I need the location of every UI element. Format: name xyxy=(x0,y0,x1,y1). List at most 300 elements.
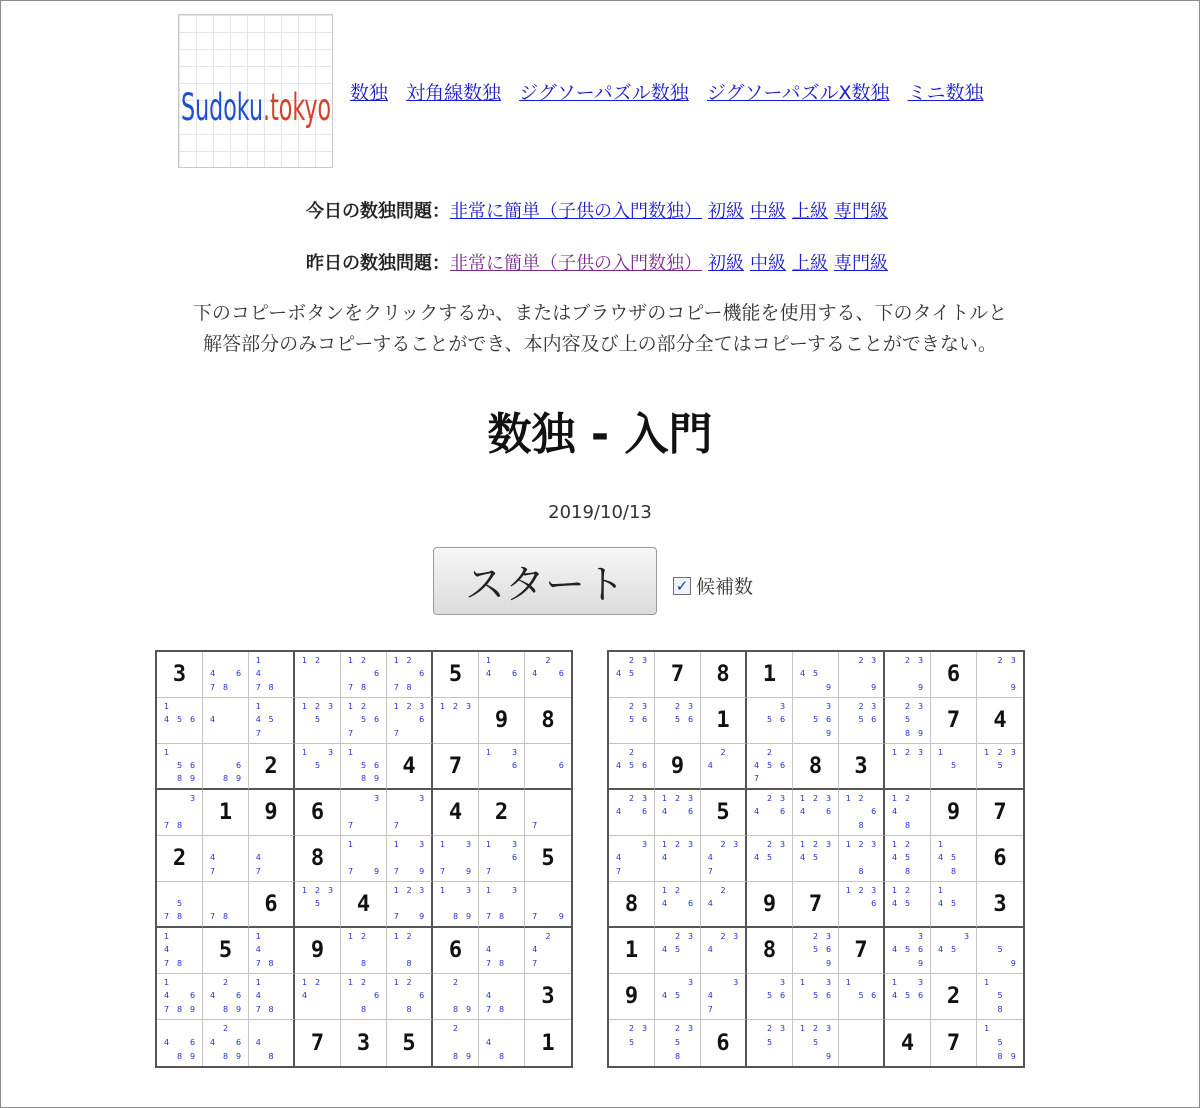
sudoku-cell[interactable] xyxy=(249,928,295,974)
sudoku-cell[interactable] xyxy=(387,928,433,974)
sudoku-cell[interactable] xyxy=(295,744,341,790)
sudoku-cell[interactable] xyxy=(203,698,249,744)
candidate-notes: 2 4 xyxy=(707,747,726,770)
given-digit: 5 xyxy=(716,800,730,825)
candidate-notes: 2 3 4 5 xyxy=(753,839,786,863)
given-digit: 2 xyxy=(264,753,278,779)
yesterday-link-very-easy[interactable]: 非常に簡単（子供の入門数独） xyxy=(450,253,702,274)
candidate-notes: 4 8 xyxy=(255,1038,274,1061)
sudoku-board-puzzle xyxy=(155,650,573,1068)
given-digit: 9 xyxy=(310,938,325,963)
sudoku-cell[interactable] xyxy=(609,698,655,744)
candidate-notes: 2 4 xyxy=(707,885,726,908)
given-digit: 7 xyxy=(854,938,868,963)
sudoku-cell[interactable] xyxy=(157,882,203,928)
candidate-notes: 1 4 5 xyxy=(937,885,957,908)
sudoku-cell[interactable] xyxy=(433,744,479,790)
sudoku-cell[interactable] xyxy=(747,790,793,836)
nav-link-diagonal-sudoku[interactable]: 対角線数独 xyxy=(406,82,502,104)
candidates-checkbox[interactable]: ✓ xyxy=(673,577,691,595)
candidate-notes: 1 3 7 8 xyxy=(485,885,518,922)
sudoku-cell[interactable] xyxy=(747,928,793,974)
candidate-notes: 2 3 9 xyxy=(904,655,924,693)
yesterday-link-beginner[interactable]: 初級 xyxy=(708,253,744,274)
sudoku-cell[interactable] xyxy=(839,836,885,882)
sudoku-cell[interactable] xyxy=(295,652,341,698)
given-digit: 2 xyxy=(494,800,509,825)
sudoku-cell[interactable] xyxy=(249,790,295,836)
sudoku-cell[interactable] xyxy=(479,652,525,698)
sudoku-cell[interactable] xyxy=(793,698,839,744)
sudoku-cell[interactable] xyxy=(249,744,295,790)
candidate-notes: 1 5 xyxy=(937,747,957,770)
sudoku-cell[interactable] xyxy=(747,698,793,744)
sudoku-cell[interactable] xyxy=(609,974,655,1020)
candidate-notes: 4 6 7 8 xyxy=(209,669,242,693)
sudoku-cell[interactable] xyxy=(609,790,655,836)
candidate-notes: 7 xyxy=(532,821,538,831)
candidate-notes: 2 3 5 8 xyxy=(674,1024,694,1061)
sudoku-cell[interactable] xyxy=(387,744,433,790)
candidate-notes: 5 9 xyxy=(997,945,1016,969)
sudoku-cell[interactable] xyxy=(793,974,839,1020)
yesterday-link-intermediate[interactable]: 中級 xyxy=(750,253,786,274)
sudoku-cell[interactable] xyxy=(157,790,203,836)
sudoku-cell[interactable] xyxy=(157,744,203,790)
sudoku-cell[interactable] xyxy=(839,790,885,836)
given-digit: 1 xyxy=(762,662,777,687)
sudoku-cell[interactable] xyxy=(525,652,571,698)
candidate-notes: 2 3 5 xyxy=(628,1024,648,1047)
sudoku-cell[interactable] xyxy=(793,882,839,928)
given-digit: 5 xyxy=(448,662,463,687)
sudoku-cell[interactable] xyxy=(479,882,525,928)
candidate-notes: 1 2 4 8 xyxy=(891,793,911,831)
candidate-notes: 1 4 6 7 8 9 xyxy=(163,977,196,1015)
yesterday-label: 昨日の数独問題： xyxy=(306,253,450,274)
candidate-notes: 1 3 5 xyxy=(301,747,334,770)
sudoku-cell[interactable] xyxy=(341,928,387,974)
given-digit: 6 xyxy=(310,800,325,825)
sudoku-cell[interactable] xyxy=(157,928,203,974)
sudoku-cell[interactable] xyxy=(885,882,931,928)
sudoku-cell[interactable] xyxy=(249,974,295,1020)
sudoku-cell[interactable] xyxy=(525,1020,571,1066)
sudoku-cell[interactable] xyxy=(793,744,839,790)
sudoku-cell[interactable] xyxy=(747,882,793,928)
sudoku-cell[interactable] xyxy=(525,974,571,1020)
sudoku-cell[interactable] xyxy=(931,790,977,836)
candidate-notes: 3 7 xyxy=(347,793,380,831)
sudoku-cell[interactable] xyxy=(609,836,655,882)
sudoku-cell[interactable] xyxy=(295,974,341,1020)
candidate-notes: 1 2 6 8 xyxy=(845,793,877,831)
sudoku-cell[interactable] xyxy=(885,790,931,836)
sudoku-cell[interactable] xyxy=(387,652,433,698)
candidate-notes: 3 5 6 xyxy=(766,701,786,725)
sudoku-cell[interactable] xyxy=(387,974,433,1020)
given-digit: 7 xyxy=(670,662,685,687)
sudoku-cell[interactable] xyxy=(609,744,655,790)
sudoku-cell[interactable] xyxy=(977,974,1023,1020)
candidate-notes: 2 4 6 xyxy=(532,655,564,679)
today-link-beginner[interactable]: 初級 xyxy=(708,201,744,222)
candidate-notes: 1 3 7 9 xyxy=(439,839,472,877)
candidate-notes: 1 3 5 6 xyxy=(799,977,832,1001)
given-digit: 3 xyxy=(993,891,1007,917)
sudoku-cell[interactable] xyxy=(885,698,931,744)
sudoku-cell[interactable] xyxy=(747,652,793,698)
sudoku-cell[interactable] xyxy=(655,744,701,790)
sudoku-cell[interactable] xyxy=(655,882,701,928)
sudoku-cell[interactable] xyxy=(839,652,885,698)
candidate-notes: 1 2 xyxy=(301,655,321,665)
sudoku-cell[interactable] xyxy=(977,652,1023,698)
sudoku-cell[interactable] xyxy=(655,1020,701,1066)
sudoku-cell[interactable] xyxy=(433,698,479,744)
sudoku-cell[interactable] xyxy=(609,1020,655,1066)
sudoku-cell[interactable] xyxy=(655,974,701,1020)
sudoku-cell[interactable] xyxy=(977,698,1023,744)
candidate-notes: 1 2 4 5 8 xyxy=(891,839,911,877)
sudoku-cell[interactable] xyxy=(433,790,479,836)
sudoku-cell[interactable] xyxy=(387,790,433,836)
sudoku-cell[interactable] xyxy=(157,974,203,1020)
today-label: 今日の数独問題： xyxy=(306,201,450,222)
candidate-notes: 2 4 5 6 7 xyxy=(753,747,786,784)
sudoku-cell[interactable] xyxy=(433,974,479,1020)
nav-link-sudoku[interactable]: 数独 xyxy=(350,82,389,104)
nav-link-jigsaw-sudoku[interactable]: ジグソーパズル数独 xyxy=(519,82,689,104)
sudoku-cell[interactable] xyxy=(977,928,1023,974)
svg-text:Sudoku.tokyo: Sudoku.tokyo xyxy=(181,85,332,130)
sudoku-cell[interactable] xyxy=(839,744,885,790)
sudoku-cell[interactable] xyxy=(157,652,203,698)
candidates-label: 候補数 xyxy=(696,576,754,598)
today-link-intermediate[interactable]: 中級 xyxy=(750,201,786,222)
sudoku-cell[interactable] xyxy=(977,882,1023,928)
sudoku-cell[interactable] xyxy=(341,974,387,1020)
sudoku-cell[interactable] xyxy=(701,836,747,882)
given-digit: 5 xyxy=(218,938,233,963)
candidates-toggle[interactable] xyxy=(673,572,753,599)
sudoku-cell[interactable] xyxy=(433,836,479,882)
sudoku-board-candidates xyxy=(607,650,1025,1068)
candidate-notes: 2 3 9 xyxy=(997,655,1016,693)
given-digit: 8 xyxy=(762,938,777,963)
sudoku-cell[interactable] xyxy=(793,928,839,974)
candidate-notes: 1 2 3 5 xyxy=(301,885,334,908)
sudoku-cell[interactable] xyxy=(793,652,839,698)
sudoku-cell[interactable] xyxy=(977,1020,1023,1066)
sudoku-cell[interactable] xyxy=(479,744,525,790)
sudoku-cell[interactable] xyxy=(203,744,249,790)
sudoku-cell[interactable] xyxy=(341,652,387,698)
sudoku-cell[interactable] xyxy=(249,882,295,928)
sudoku-cell[interactable] xyxy=(387,882,433,928)
candidate-notes: 1 2 4 5 xyxy=(891,885,911,908)
candidate-notes: 1 2 6 8 xyxy=(393,977,425,1015)
candidate-notes: 2 4 6 8 9 xyxy=(209,1024,242,1061)
sudoku-cell[interactable] xyxy=(203,974,249,1020)
candidate-notes: 3 4 7 xyxy=(707,977,739,1015)
sudoku-cell[interactable] xyxy=(479,928,525,974)
sudoku-cell[interactable] xyxy=(885,974,931,1020)
candidate-notes: 1 2 3 4 xyxy=(661,839,694,863)
sudoku-cell[interactable] xyxy=(525,928,571,974)
sudoku-cell[interactable] xyxy=(341,882,387,928)
nav-link-jigsaw-x-sudoku[interactable]: ジグソーパズルX数独 xyxy=(706,82,890,104)
sudoku-cell[interactable] xyxy=(793,836,839,882)
sudoku-cell[interactable] xyxy=(839,974,885,1020)
sudoku-cell[interactable] xyxy=(203,652,249,698)
sudoku-cell[interactable] xyxy=(701,974,747,1020)
today-link-expert[interactable]: 専門級 xyxy=(834,201,888,222)
candidate-notes: 1 4 7 8 xyxy=(163,931,183,969)
given-digit: 6 xyxy=(946,662,961,687)
given-digit: 8 xyxy=(541,708,555,733)
given-digit: 9 xyxy=(670,753,685,779)
sudoku-cell[interactable] xyxy=(387,698,433,744)
sudoku-cell[interactable] xyxy=(479,974,525,1020)
sudoku-cell[interactable] xyxy=(341,698,387,744)
sudoku-cell[interactable] xyxy=(295,698,341,744)
sudoku-cell[interactable] xyxy=(701,790,747,836)
sudoku-cell[interactable] xyxy=(249,836,295,882)
sudoku-cell[interactable] xyxy=(479,790,525,836)
sudoku-cell[interactable] xyxy=(341,836,387,882)
sudoku-cell[interactable] xyxy=(839,882,885,928)
sudoku-cell[interactable] xyxy=(479,836,525,882)
sudoku-cell[interactable] xyxy=(609,928,655,974)
candidate-notes: 4 5 9 xyxy=(799,669,832,693)
given-digit: 1 xyxy=(541,1030,555,1056)
candidate-notes: 1 2 3 5 9 xyxy=(799,1024,832,1061)
sudoku-cell[interactable] xyxy=(931,744,977,790)
candidate-notes: 4 xyxy=(209,715,216,725)
sudoku-cell[interactable] xyxy=(525,836,571,882)
sudoku-cell[interactable] xyxy=(479,1020,525,1066)
sudoku-cell[interactable] xyxy=(433,928,479,974)
sudoku-cell[interactable] xyxy=(295,836,341,882)
sudoku-cell[interactable] xyxy=(931,836,977,882)
start-button[interactable]: スタート xyxy=(433,547,657,615)
sudoku-cell[interactable] xyxy=(655,790,701,836)
candidate-notes: 1 3 6 xyxy=(485,747,518,770)
sudoku-cell[interactable] xyxy=(747,836,793,882)
sudoku-cell[interactable] xyxy=(295,790,341,836)
sudoku-cell[interactable] xyxy=(885,1020,931,1066)
sudoku-cell[interactable] xyxy=(793,790,839,836)
candidate-notes: 1 5 8 xyxy=(984,977,1003,1015)
sudoku-cell[interactable] xyxy=(295,928,341,974)
candidate-notes: 1 2 3 xyxy=(891,747,924,757)
sudoku-cell[interactable] xyxy=(931,652,977,698)
candidate-notes: 1 2 4 6 xyxy=(661,885,694,908)
sudoku-cell[interactable] xyxy=(839,1020,885,1066)
sudoku-cell[interactable] xyxy=(203,1020,249,1066)
candidate-notes: 1 2 3 7 9 xyxy=(393,885,425,922)
sudoku-cell[interactable] xyxy=(977,790,1023,836)
candidate-notes: 3 4 5 xyxy=(937,931,970,955)
sudoku-cell[interactable] xyxy=(931,1020,977,1066)
sudoku-cell[interactable] xyxy=(387,836,433,882)
sudoku-cell[interactable] xyxy=(525,790,571,836)
sudoku-cell[interactable] xyxy=(203,882,249,928)
sudoku-cell[interactable] xyxy=(203,928,249,974)
today-link-advanced[interactable]: 上級 xyxy=(792,201,828,222)
given-digit: 9 xyxy=(946,800,961,825)
candidate-notes: 2 4 5 6 xyxy=(615,747,648,770)
given-digit: 7 xyxy=(946,1030,961,1056)
candidate-notes: 2 4 6 8 9 xyxy=(209,977,242,1015)
candidate-notes: 1 5 6 8 9 xyxy=(347,747,380,784)
given-digit: 1 xyxy=(624,938,639,963)
candidate-notes: 3 4 5 xyxy=(661,977,694,1001)
sudoku-cell[interactable] xyxy=(977,836,1023,882)
given-digit: 4 xyxy=(993,708,1007,733)
sudoku-cell[interactable] xyxy=(525,882,571,928)
given-digit: 7 xyxy=(310,1030,325,1056)
sudoku-cell[interactable] xyxy=(609,882,655,928)
given-digit: 6 xyxy=(993,846,1007,871)
sudoku-cell[interactable] xyxy=(931,882,977,928)
sudoku-cell[interactable] xyxy=(793,1020,839,1066)
candidate-notes: 1 5 6 xyxy=(845,977,877,1001)
sudoku-cell[interactable] xyxy=(157,1020,203,1066)
candidate-notes: 2 3 4 5 xyxy=(615,655,648,679)
sudoku-cell[interactable] xyxy=(701,652,747,698)
candidate-notes: 3 4 5 6 9 xyxy=(891,931,924,969)
sudoku-cell[interactable] xyxy=(655,698,701,744)
top-navigation xyxy=(350,78,996,105)
sudoku-cell[interactable] xyxy=(655,836,701,882)
given-digit: 1 xyxy=(218,800,233,825)
sudoku-cell[interactable] xyxy=(747,744,793,790)
sudoku-cell[interactable] xyxy=(249,698,295,744)
sudoku-cell[interactable] xyxy=(655,928,701,974)
given-digit: 9 xyxy=(762,891,777,917)
sudoku-cell[interactable] xyxy=(701,928,747,974)
sudoku-cell[interactable] xyxy=(433,652,479,698)
sudoku-cell[interactable] xyxy=(885,652,931,698)
candidate-notes: 6 xyxy=(558,760,564,770)
candidate-notes: 2 8 9 xyxy=(452,977,472,1015)
sudoku-cell[interactable] xyxy=(203,790,249,836)
sudoku-cell[interactable] xyxy=(157,698,203,744)
sudoku-cell[interactable] xyxy=(885,928,931,974)
sudoku-cell[interactable] xyxy=(525,698,571,744)
candidate-notes: 1 4 7 8 xyxy=(255,977,274,1015)
given-digit: 6 xyxy=(264,891,278,917)
given-digit: 1 xyxy=(716,708,730,733)
given-digit: 8 xyxy=(716,662,730,687)
sudoku-cell[interactable] xyxy=(747,1020,793,1066)
candidate-notes: 1 2 3 4 6 xyxy=(799,793,832,817)
candidate-notes: 5 7 8 xyxy=(163,898,183,922)
sudoku-cell[interactable] xyxy=(931,974,977,1020)
candidate-notes: 1 7 9 xyxy=(347,839,380,877)
sudoku-cell[interactable] xyxy=(433,1020,479,1066)
sudoku-cell[interactable] xyxy=(479,698,525,744)
candidate-notes: 2 3 5 6 xyxy=(858,701,877,725)
today-link-very-easy[interactable]: 非常に簡単（子供の入門数独） xyxy=(450,201,702,222)
sudoku-cell[interactable] xyxy=(249,652,295,698)
given-digit: 7 xyxy=(808,891,823,917)
sudoku-cell[interactable] xyxy=(525,744,571,790)
sudoku-cell[interactable] xyxy=(885,744,931,790)
candidate-notes: 1 2 8 xyxy=(347,931,367,969)
sudoku-cell[interactable] xyxy=(157,836,203,882)
candidate-notes: 2 8 9 xyxy=(452,1024,472,1061)
candidate-notes: 1 3 8 9 xyxy=(439,885,472,922)
sudoku-cell[interactable] xyxy=(295,1020,341,1066)
today-puzzles-row xyxy=(0,197,1200,223)
candidate-notes: 1 5 6 8 9 xyxy=(163,747,196,784)
yesterday-link-advanced[interactable]: 上級 xyxy=(792,253,828,274)
candidate-notes: 1 2 3 4 5 xyxy=(799,839,832,863)
sudoku-cell[interactable] xyxy=(341,790,387,836)
given-digit: 4 xyxy=(356,891,371,917)
given-digit: 8 xyxy=(808,753,823,779)
candidate-notes: 1 4 7 8 xyxy=(255,655,274,693)
sudoku-cell[interactable] xyxy=(387,1020,433,1066)
sudoku-cell[interactable] xyxy=(341,744,387,790)
sudoku-cell[interactable] xyxy=(885,836,931,882)
sudoku-cell[interactable] xyxy=(341,1020,387,1066)
sudoku-cell[interactable] xyxy=(747,974,793,1020)
candidate-notes: 4 7 8 xyxy=(485,991,505,1015)
candidate-notes: 1 4 5 6 xyxy=(163,701,196,725)
given-digit: 7 xyxy=(993,800,1007,825)
sudoku-cell[interactable] xyxy=(839,928,885,974)
candidate-notes: 2 3 4 6 xyxy=(615,793,648,817)
candidate-notes: 1 2 6 7 8 xyxy=(347,655,380,693)
given-digit: 4 xyxy=(402,753,416,779)
sudoku-cell[interactable] xyxy=(701,1020,747,1066)
given-digit: 2 xyxy=(946,984,961,1009)
sudoku-cell[interactable] xyxy=(295,882,341,928)
candidate-notes: 2 3 5 6 xyxy=(674,701,694,725)
sudoku-cell[interactable] xyxy=(655,652,701,698)
sudoku-cell[interactable] xyxy=(931,928,977,974)
site-logo[interactable] xyxy=(178,14,333,168)
sudoku-cell[interactable] xyxy=(931,698,977,744)
sudoku-cell[interactable] xyxy=(433,882,479,928)
sudoku-cell[interactable] xyxy=(701,882,747,928)
given-digit: 3 xyxy=(356,1030,371,1056)
sudoku-cell[interactable] xyxy=(609,652,655,698)
candidate-notes: 1 2 3 xyxy=(439,701,472,711)
sudoku-cell[interactable] xyxy=(701,744,747,790)
yesterday-link-expert[interactable]: 専門級 xyxy=(834,253,888,274)
sudoku-cell[interactable] xyxy=(701,698,747,744)
candidate-notes: 3 4 7 xyxy=(615,839,648,877)
candidate-notes: 1 2 5 6 7 xyxy=(347,701,380,739)
sudoku-cell[interactable] xyxy=(839,698,885,744)
candidate-notes: 1 2 3 5 xyxy=(301,701,334,725)
nav-link-mini-sudoku[interactable]: ミニ数独 xyxy=(907,82,984,104)
candidate-notes: 3 5 6 xyxy=(766,977,786,1001)
candidate-notes: 1 3 7 9 xyxy=(393,839,425,877)
candidate-notes: 2 3 5 8 9 xyxy=(904,701,924,739)
sudoku-cell[interactable] xyxy=(203,836,249,882)
sudoku-cell[interactable] xyxy=(249,1020,295,1066)
candidate-notes: 4 7 xyxy=(209,853,216,877)
copy-notice-line2: 解答部分のみコピーすることができ、本内容及び上の部分全てはコピーすることができない。 xyxy=(203,333,997,355)
candidate-notes: 1 2 3 8 xyxy=(845,839,877,877)
sudoku-cell[interactable] xyxy=(977,744,1023,790)
